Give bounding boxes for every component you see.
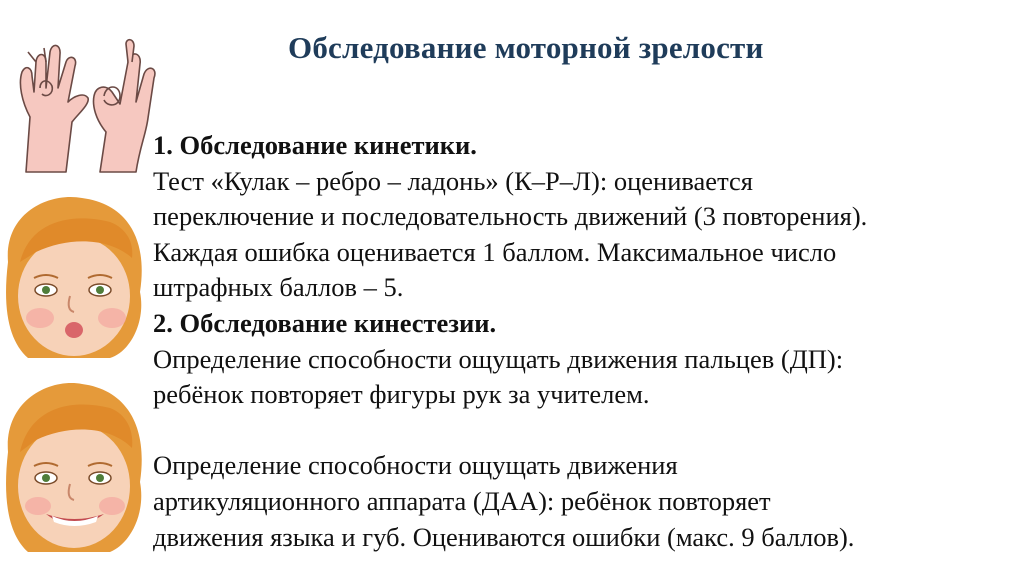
body-line: переключение и последовательность движений (3 повторения). — [153, 201, 868, 232]
body-line: Определение способности ощущать движения — [153, 450, 678, 481]
section-heading: 2. Обследование кинестезии. — [153, 307, 497, 338]
hand-figures-icon — [8, 22, 168, 182]
body-line: Тест «Кулак – ребро – ладонь» (К–Р–Л): оценивается — [153, 165, 753, 196]
paragraph-gap — [153, 413, 1013, 449]
child-face-pout-icon — [0, 192, 150, 362]
slide-body — [153, 128, 1013, 555]
child-face-teeth-icon — [0, 378, 150, 556]
slide-title: Обследование моторной зрелости — [288, 30, 764, 65]
body-line: ребёнок повторяет фигуры рук за учителем. — [153, 379, 650, 410]
body-line: артикуляционного аппарата (ДАА): ребёнок повторяет — [153, 485, 771, 516]
body-line: движения языка и губ. Оцениваются ошибки (макс. 9 баллов). — [153, 521, 855, 552]
body-line: Каждая ошибка оценивается 1 баллом. Максимальное число — [153, 236, 837, 267]
body-line: штрафных баллов – 5. — [153, 272, 404, 303]
body-line: Определение способности ощущать движения пальцев (ДП): — [153, 343, 844, 374]
section-heading: 1. Обследование кинетики. — [153, 130, 477, 160]
